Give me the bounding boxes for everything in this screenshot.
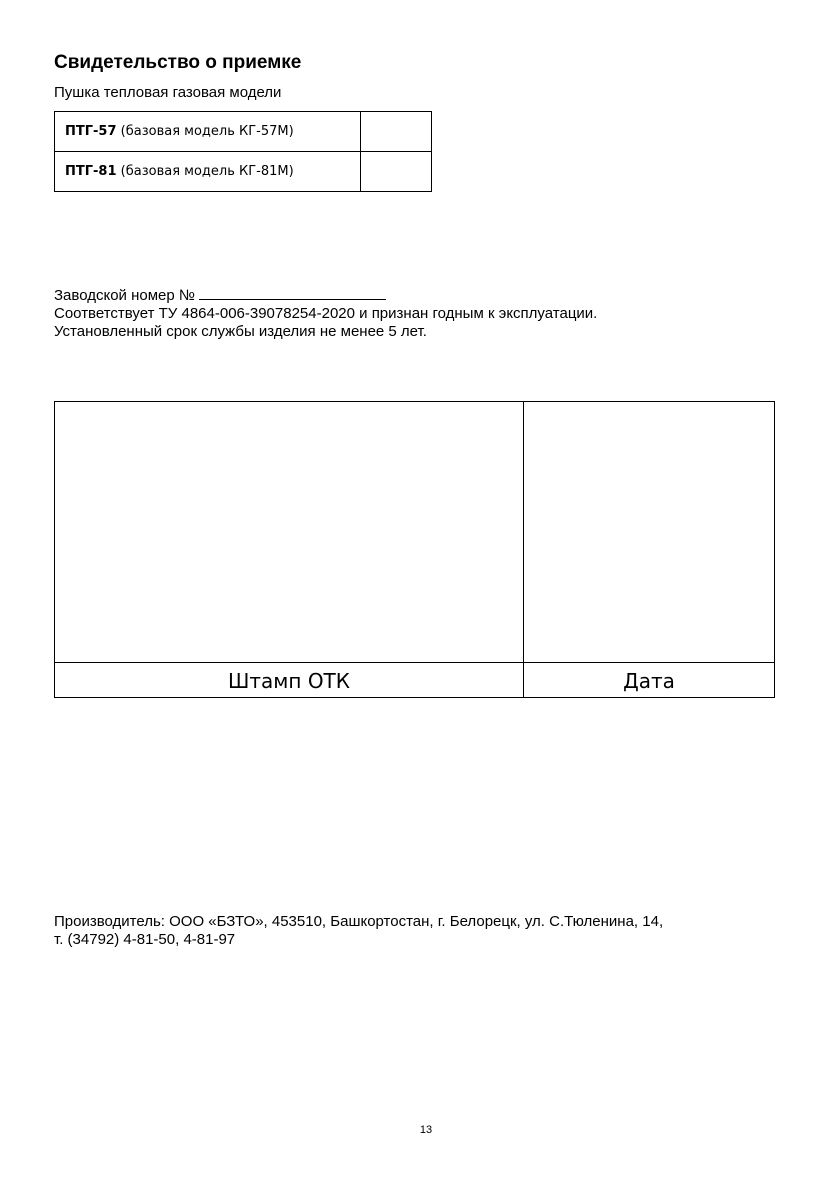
model-code: ПТГ-81 <box>65 164 117 179</box>
model-row <box>55 112 432 152</box>
model-description: (базовая модель КГ-57М) <box>116 124 294 139</box>
column-divider <box>523 402 524 697</box>
date-caption: Дата <box>623 669 675 693</box>
model-description: (базовая модель КГ-81М) <box>116 164 294 179</box>
page-number: 13 <box>419 1124 433 1136</box>
page-title: Свидетельство о приемке <box>54 52 302 73</box>
model-name-cell <box>55 112 361 152</box>
subtitle: Пушка тепловая газовая модели <box>54 84 282 101</box>
conformity-text: Соответствует ТУ 4864-006-39078254-2020 и признан годным к эксплуатации. <box>54 305 598 322</box>
model-code: ПТГ-57 <box>65 124 117 139</box>
manufacturer-address: Производитель: ООО «БЗТО», 453510, Башкортостан, г. Белорецк, ул. С.Тюленина, 14, <box>54 913 664 930</box>
manufacturer-info <box>54 913 663 949</box>
service-life-text: Установленный срок службы изделия не менее 5 лет. <box>54 323 427 340</box>
stamp-table <box>54 401 775 698</box>
model-checkbox-cell <box>361 152 432 192</box>
model-row <box>55 152 432 192</box>
model-name-cell <box>55 152 361 192</box>
model-checkbox-cell <box>361 112 432 152</box>
serial-number-label: Заводской номер № <box>54 287 195 304</box>
manufacturer-phones: т. (34792) 4-81-50, 4-81-97 <box>54 931 236 948</box>
serial-number-row <box>54 284 597 305</box>
serial-number-blank <box>199 284 386 300</box>
models-table <box>54 111 432 192</box>
acceptance-info <box>54 284 597 341</box>
stamp-caption: Штамп ОТК <box>228 669 350 693</box>
